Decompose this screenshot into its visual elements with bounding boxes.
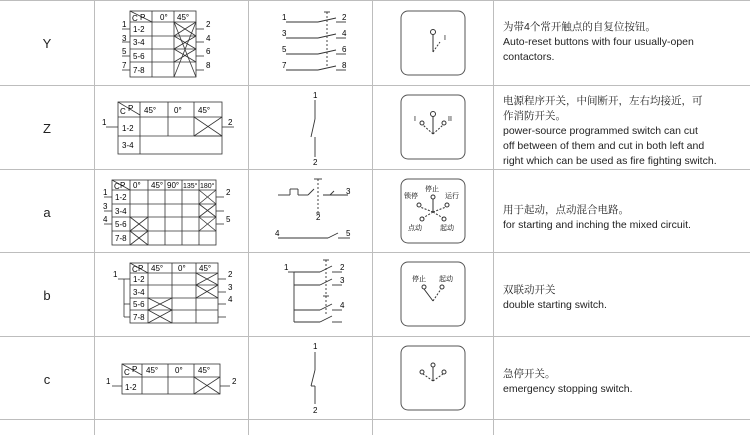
contact-label: 7-8 <box>133 313 145 322</box>
svg-text:4: 4 <box>342 29 347 38</box>
terminal-label: 1 <box>113 270 118 279</box>
contact-label: 5-6 <box>115 220 127 229</box>
desc-en: right which can be used as fire fighting switch. <box>503 155 717 167</box>
contact-label: 3-4 <box>133 38 145 47</box>
dial-label: 起动 <box>439 276 453 283</box>
angle-label: 180° <box>200 183 215 190</box>
terminal-label: 4 <box>340 301 345 310</box>
angle-label: 90° <box>167 181 180 190</box>
description <box>503 94 743 169</box>
terminal-label: 4 <box>103 215 108 224</box>
corner-bottom: C <box>132 14 138 23</box>
dial-icon <box>400 94 466 160</box>
terminal-label: 2 <box>340 263 345 272</box>
angle-label: 45° <box>199 264 212 273</box>
terminal-label: 2 <box>316 213 321 222</box>
angle-label: 0° <box>175 366 183 375</box>
dial-icon <box>400 10 466 76</box>
angle-label: 135° <box>183 183 198 190</box>
svg-text:I: I <box>444 35 446 42</box>
angle-label: 45° <box>198 366 211 375</box>
terminal-label: 2 <box>228 118 233 127</box>
desc-en: for starting and inching the mixed circuit. <box>503 219 691 231</box>
contact-label: 1-2 <box>133 25 145 34</box>
terminal-label: 1 <box>313 342 318 351</box>
dial-label: 点动 <box>408 225 422 232</box>
desc-en: contactors. <box>503 51 555 63</box>
terminal-label: 3 <box>346 187 351 196</box>
angle-label: 0° <box>174 106 182 115</box>
terminal-label: 6 <box>206 47 211 56</box>
corner-top: P <box>140 13 146 22</box>
terminal-label: 2 <box>206 20 211 29</box>
angle-label: 45° <box>177 13 190 22</box>
grid-line <box>0 419 750 420</box>
contact-table <box>100 0 245 85</box>
desc-en: off between of them and cut in both left and <box>503 140 705 152</box>
svg-text:6: 6 <box>342 45 347 54</box>
row-y <box>0 0 750 85</box>
contact-label: 1-2 <box>133 275 145 284</box>
circuit-diagram <box>278 0 358 85</box>
dial-icon <box>400 345 466 411</box>
svg-text:2: 2 <box>342 13 347 22</box>
row-code: b <box>43 288 51 303</box>
corner-top: P <box>128 104 134 113</box>
dial-label: 停止 <box>412 276 426 283</box>
dial-label: II <box>448 116 452 123</box>
row-code: Z <box>43 121 51 136</box>
angle-label: 0° <box>160 13 168 22</box>
angle-label: 45° <box>198 106 211 115</box>
desc-cn: 为带4个常开触点的自复位按钮。 <box>503 21 656 33</box>
desc-cn: 双联动开关 <box>503 284 556 296</box>
desc-cn: 电源程序开关，中间断开，左右均接近，可 <box>503 95 703 107</box>
dial-label: 起动 <box>440 225 454 232</box>
svg-text:7: 7 <box>282 61 287 70</box>
angle-label: 45° <box>144 106 157 115</box>
row-code: a <box>43 205 51 220</box>
terminal-label: 8 <box>206 61 211 70</box>
terminal-label: 1 <box>313 91 318 100</box>
circuit-diagram <box>280 252 360 336</box>
contact-label: 7-8 <box>115 234 127 243</box>
svg-text:8: 8 <box>342 61 347 70</box>
description <box>503 203 743 233</box>
row-code: Y <box>42 36 52 51</box>
svg-text:1: 1 <box>282 13 287 22</box>
contact-label: 1-2 <box>122 124 134 133</box>
terminal-label: 2 <box>228 270 233 279</box>
terminal-label: 1 <box>284 263 289 272</box>
row-z <box>0 85 750 169</box>
terminal-label: 1 <box>103 188 108 197</box>
contact-label: 1-2 <box>125 383 137 392</box>
angle-label: 45° <box>146 366 159 375</box>
corner-top: P <box>132 365 138 374</box>
corner-bottom: C <box>114 182 120 191</box>
terminal-label: 5 <box>346 229 351 238</box>
angle-label: 0° <box>133 181 141 190</box>
dial-label: 运行 <box>445 193 459 200</box>
svg-text:3: 3 <box>282 29 287 38</box>
row-b <box>0 252 750 336</box>
contact-table <box>100 169 245 252</box>
terminal-label: 2 <box>226 188 231 197</box>
terminal-label: 5 <box>226 215 231 224</box>
corner-top: P <box>120 181 126 190</box>
dial-icon <box>400 178 466 244</box>
svg-text:5: 5 <box>282 45 287 54</box>
contact-label: 7-8 <box>133 66 145 75</box>
desc-en: power-source programmed switch can cut <box>503 125 698 137</box>
terminal-label: 4 <box>228 295 233 304</box>
contact-label: 3-4 <box>133 288 145 297</box>
angle-label: 45° <box>151 181 164 190</box>
circuit-diagram <box>268 169 368 252</box>
description <box>503 283 743 313</box>
contact-label: 3-4 <box>115 207 127 216</box>
row-c <box>0 336 750 419</box>
desc-cn: 急停开关。 <box>503 368 556 380</box>
dial-label: 锁停 <box>404 193 418 200</box>
terminal-label: 1 <box>122 20 127 29</box>
terminal-label: 3 <box>228 283 233 292</box>
contact-table <box>100 252 245 336</box>
dial-label: 停止 <box>425 186 439 193</box>
angle-label: 0° <box>178 264 186 273</box>
desc-en: double starting switch. <box>503 299 607 311</box>
terminal-label: 1 <box>102 118 107 127</box>
contact-label: 5-6 <box>133 52 145 61</box>
contact-table <box>100 336 245 419</box>
description <box>503 20 743 65</box>
terminal-label: 3 <box>340 276 345 285</box>
desc-en: emergency stopping switch. <box>503 383 633 395</box>
angle-label: 45° <box>151 264 164 273</box>
dial-icon <box>400 261 466 327</box>
corner-bottom: C <box>120 107 126 116</box>
desc-cn: 用于起动，点动混合电路。 <box>503 204 629 216</box>
description <box>503 367 743 397</box>
circuit-diagram <box>278 336 358 419</box>
contact-table <box>100 85 245 169</box>
row-code: c <box>43 372 51 387</box>
circuit-diagram <box>278 85 358 169</box>
contact-label: 3-4 <box>122 141 134 150</box>
terminal-label: 7 <box>122 61 127 70</box>
row-a <box>0 169 750 252</box>
desc-en: Auto-reset buttons with four usually-open <box>503 36 694 48</box>
dial-label: I <box>414 116 416 123</box>
desc-cn: 作消防开关。 <box>503 110 566 122</box>
terminal-label: 4 <box>275 229 280 238</box>
corner-bottom: C <box>132 265 138 274</box>
terminal-label: 4 <box>206 34 211 43</box>
contact-label: 5-6 <box>133 300 145 309</box>
terminal-label: 3 <box>122 34 127 43</box>
terminal-label: 3 <box>103 202 108 211</box>
contact-label: 1-2 <box>115 193 127 202</box>
corner-bottom: C <box>124 368 130 377</box>
corner-top: P <box>138 264 144 273</box>
terminal-label: 2 <box>232 377 237 386</box>
terminal-label: 2 <box>313 158 318 167</box>
terminal-label: 5 <box>122 47 127 56</box>
terminal-label: 2 <box>313 406 318 415</box>
terminal-label: 1 <box>106 377 111 386</box>
